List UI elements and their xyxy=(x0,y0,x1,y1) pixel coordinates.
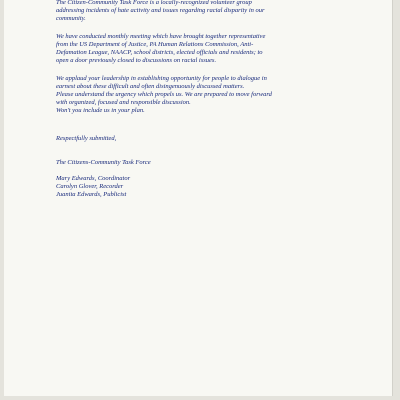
signatory-recorder: Carolyn Glover, Recorder xyxy=(56,183,124,190)
scan-bottom-edge xyxy=(0,396,400,400)
meetings-paragraph xyxy=(56,33,376,65)
closing-text: Respectfully submitted, xyxy=(56,135,117,142)
text-line: addressing incidents of hate activity and issues regarding racial disparity in our xyxy=(56,7,265,14)
organization-name xyxy=(56,159,376,167)
signatory-publicist: Juanita Edwards, Publicist xyxy=(56,191,127,198)
text-line: We have conducted monthly meeting which have brought together representative xyxy=(56,33,266,40)
letter-body xyxy=(56,0,376,199)
closing-salutation xyxy=(56,135,376,143)
text-line: from the US Department of Justice, PA Human Relations Commission, Anti- xyxy=(56,41,254,48)
organization-text: The Citizens-Community Task Force xyxy=(56,159,151,166)
text-line: Please understand the urgency which propels us. We are prepared to move forward xyxy=(56,91,272,98)
text-line: with organized, focused and responsible discussion. xyxy=(56,99,191,106)
text-line: We applaud your leadership in establishing opportunity for people to dialogue in xyxy=(56,75,267,82)
text-line: community. xyxy=(56,15,86,22)
appeal-paragraph xyxy=(56,75,376,115)
signatory-coordinator: Mary Edwards, Coordinator xyxy=(56,175,131,182)
text-line: Won't you include us in your plan. xyxy=(56,107,145,114)
text-line: earnest about these difficult and often disingenuously discussed matters. xyxy=(56,83,245,90)
text-line: Defamation League, NAACP, school districts, elected officials and residents; to xyxy=(56,49,263,56)
letter-page xyxy=(4,0,393,397)
signatories-block xyxy=(56,175,376,199)
text-line: open a door previously closed to discussions on racial issues. xyxy=(56,57,217,64)
intro-paragraph xyxy=(56,0,376,23)
text-line: The Citizen-Community Task Force is a locally-recognized volunteer group xyxy=(56,0,252,6)
